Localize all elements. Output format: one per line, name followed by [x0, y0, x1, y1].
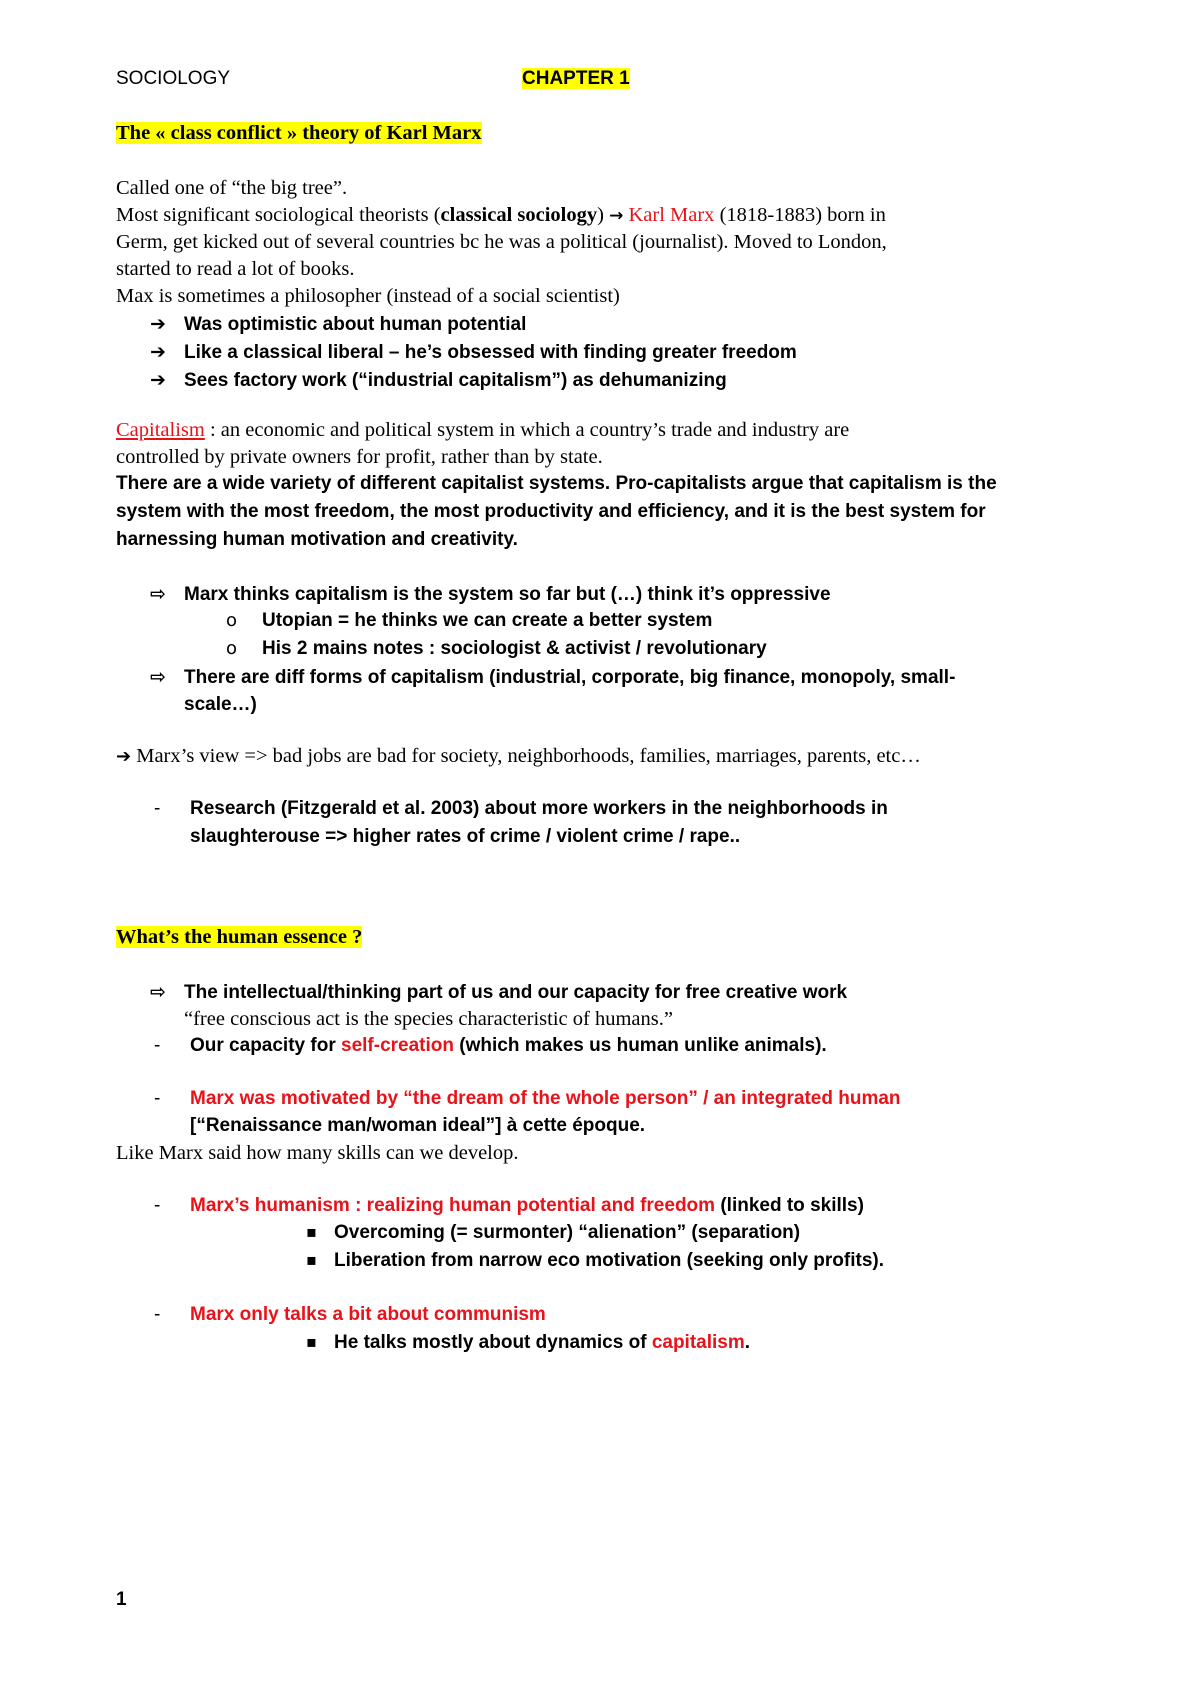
- bold-arrow-icon: ➔: [150, 369, 166, 391]
- dream-line-1: Marx was motivated by “the dream of the whole person” / an integrated human: [190, 1088, 901, 1109]
- list-item: ⇨ Marx thinks capitalism is the system so far but (…) think it’s oppressive: [150, 583, 831, 605]
- capitalism-definition-line-2: controlled by private owners for profit, rather than by state.: [116, 446, 603, 468]
- intro-line-4: started to read a lot of books.: [116, 258, 355, 280]
- section-title-text: What’s the human essence ?: [116, 926, 363, 948]
- square-bullet-icon: ▪: [306, 1222, 317, 1241]
- list-item-continuation: scale…): [184, 694, 257, 715]
- subject-label: SOCIOLOGY: [116, 68, 231, 89]
- marx-view-line: ➔ Marx’s view => bad jobs are bad for society, neighborhoods, families, marriages, parents, etc…: [116, 745, 921, 767]
- right-arrow-icon: →: [609, 206, 624, 226]
- capitalism-definition-line-1: Capitalism : an economic and political system in which a country’s trade and industry are: [116, 419, 850, 441]
- dash-bullet-icon: -: [154, 1088, 161, 1109]
- list-item: ⇨ The intellectual/thinking part of us and our capacity for free creative work: [150, 981, 848, 1003]
- dash-bullet-icon: -: [154, 1035, 161, 1056]
- list-item: ➔ Like a classical liberal – he’s obsessed with finding greater freedom: [150, 341, 797, 363]
- bold-arrow-icon: ➔: [116, 746, 132, 767]
- dash-bullet-icon: -: [154, 1195, 161, 1216]
- self-creation-term: self-creation: [341, 1035, 454, 1056]
- sub-list-item: His 2 mains notes : sociologist & activist / revolutionary: [262, 638, 767, 659]
- list-item: ➔ Was optimistic about human potential: [150, 313, 527, 335]
- circle-bullet-icon: o: [226, 638, 238, 659]
- self-creation-line: Our capacity for self-creation (which makes us human unlike animals).: [190, 1035, 827, 1056]
- intro-line-3: Germ, get kicked out of several countries bc he was a political (journalist). Moved to London,: [116, 231, 887, 253]
- capitalism-dynamics-line: He talks mostly about dynamics of capitalism.: [334, 1332, 751, 1353]
- bold-arrow-icon: ➔: [150, 313, 166, 335]
- chapter-heading: [522, 68, 630, 90]
- square-bullet-icon: ▪: [306, 1250, 317, 1269]
- section-title-text: The « class conflict » theory of Karl Marx: [116, 122, 482, 144]
- research-line-1: Research (Fitzgerald et al. 2003) about more workers in the neighborhoods in: [190, 798, 888, 819]
- variety-line-3: harnessing human motivation and creativity.: [116, 529, 518, 550]
- skills-line: Like Marx said how many skills can we develop.: [116, 1142, 519, 1164]
- square-bullet-icon: ▪: [306, 1332, 317, 1351]
- list-item: ➔ Sees factory work (“industrial capitalism”) as dehumanizing: [150, 369, 727, 391]
- classical-sociology-term: classical sociology: [440, 204, 598, 226]
- section-title-human-essence: [116, 926, 362, 949]
- intro-line-2: Most significant sociological theorists (classical sociology) → Karl Marx (1818-1883) born in: [116, 204, 886, 226]
- bold-arrow-icon: ➔: [150, 341, 166, 363]
- outline-arrow-icon: ⇨: [150, 583, 166, 605]
- research-line-2: slaughterouse => higher rates of crime / violent crime / rape..: [190, 826, 741, 847]
- dash-bullet-icon: -: [154, 1304, 161, 1325]
- overcoming-line: Overcoming (= surmonter) “alienation” (separation): [334, 1222, 801, 1243]
- liberation-line: Liberation from narrow eco motivation (seeking only profits).: [334, 1250, 885, 1271]
- circle-bullet-icon: o: [226, 610, 238, 631]
- capitalism-term: Capitalism: [116, 419, 205, 441]
- dream-line-2: [“Renaissance man/woman ideal”] à cette époque.: [190, 1115, 646, 1136]
- karl-marx-name: Karl Marx: [623, 204, 715, 226]
- intro-line-1: Called one of “the big tree”.: [116, 177, 348, 199]
- variety-line-1: There are a wide variety of different capitalist systems. Pro-capitalists argue that capitalism is the: [116, 473, 997, 494]
- section-title-class-conflict: [116, 122, 482, 145]
- essence-quote: “free conscious act is the species characteristic of humans.”: [184, 1008, 673, 1030]
- intro-line-5: Max is sometimes a philosopher (instead of a social scientist): [116, 285, 620, 307]
- chapter-label: CHAPTER 1: [522, 68, 630, 89]
- sub-list-item: Utopian = he thinks we can create a better system: [262, 610, 713, 631]
- variety-line-2: system with the most freedom, the most productivity and efficiency, and it is the best system for: [116, 501, 986, 522]
- outline-arrow-icon: ⇨: [150, 981, 166, 1003]
- outline-arrow-icon: ⇨: [150, 666, 166, 688]
- humanism-line: Marx’s humanism : realizing human potential and freedom (linked to skills): [190, 1195, 864, 1216]
- dash-bullet-icon: -: [154, 798, 161, 819]
- list-item: ⇨ There are diff forms of capitalism (industrial, corporate, big finance, monopoly, small-: [150, 666, 956, 688]
- communism-line: Marx only talks a bit about communism: [190, 1304, 546, 1325]
- page-number: 1: [116, 1589, 127, 1610]
